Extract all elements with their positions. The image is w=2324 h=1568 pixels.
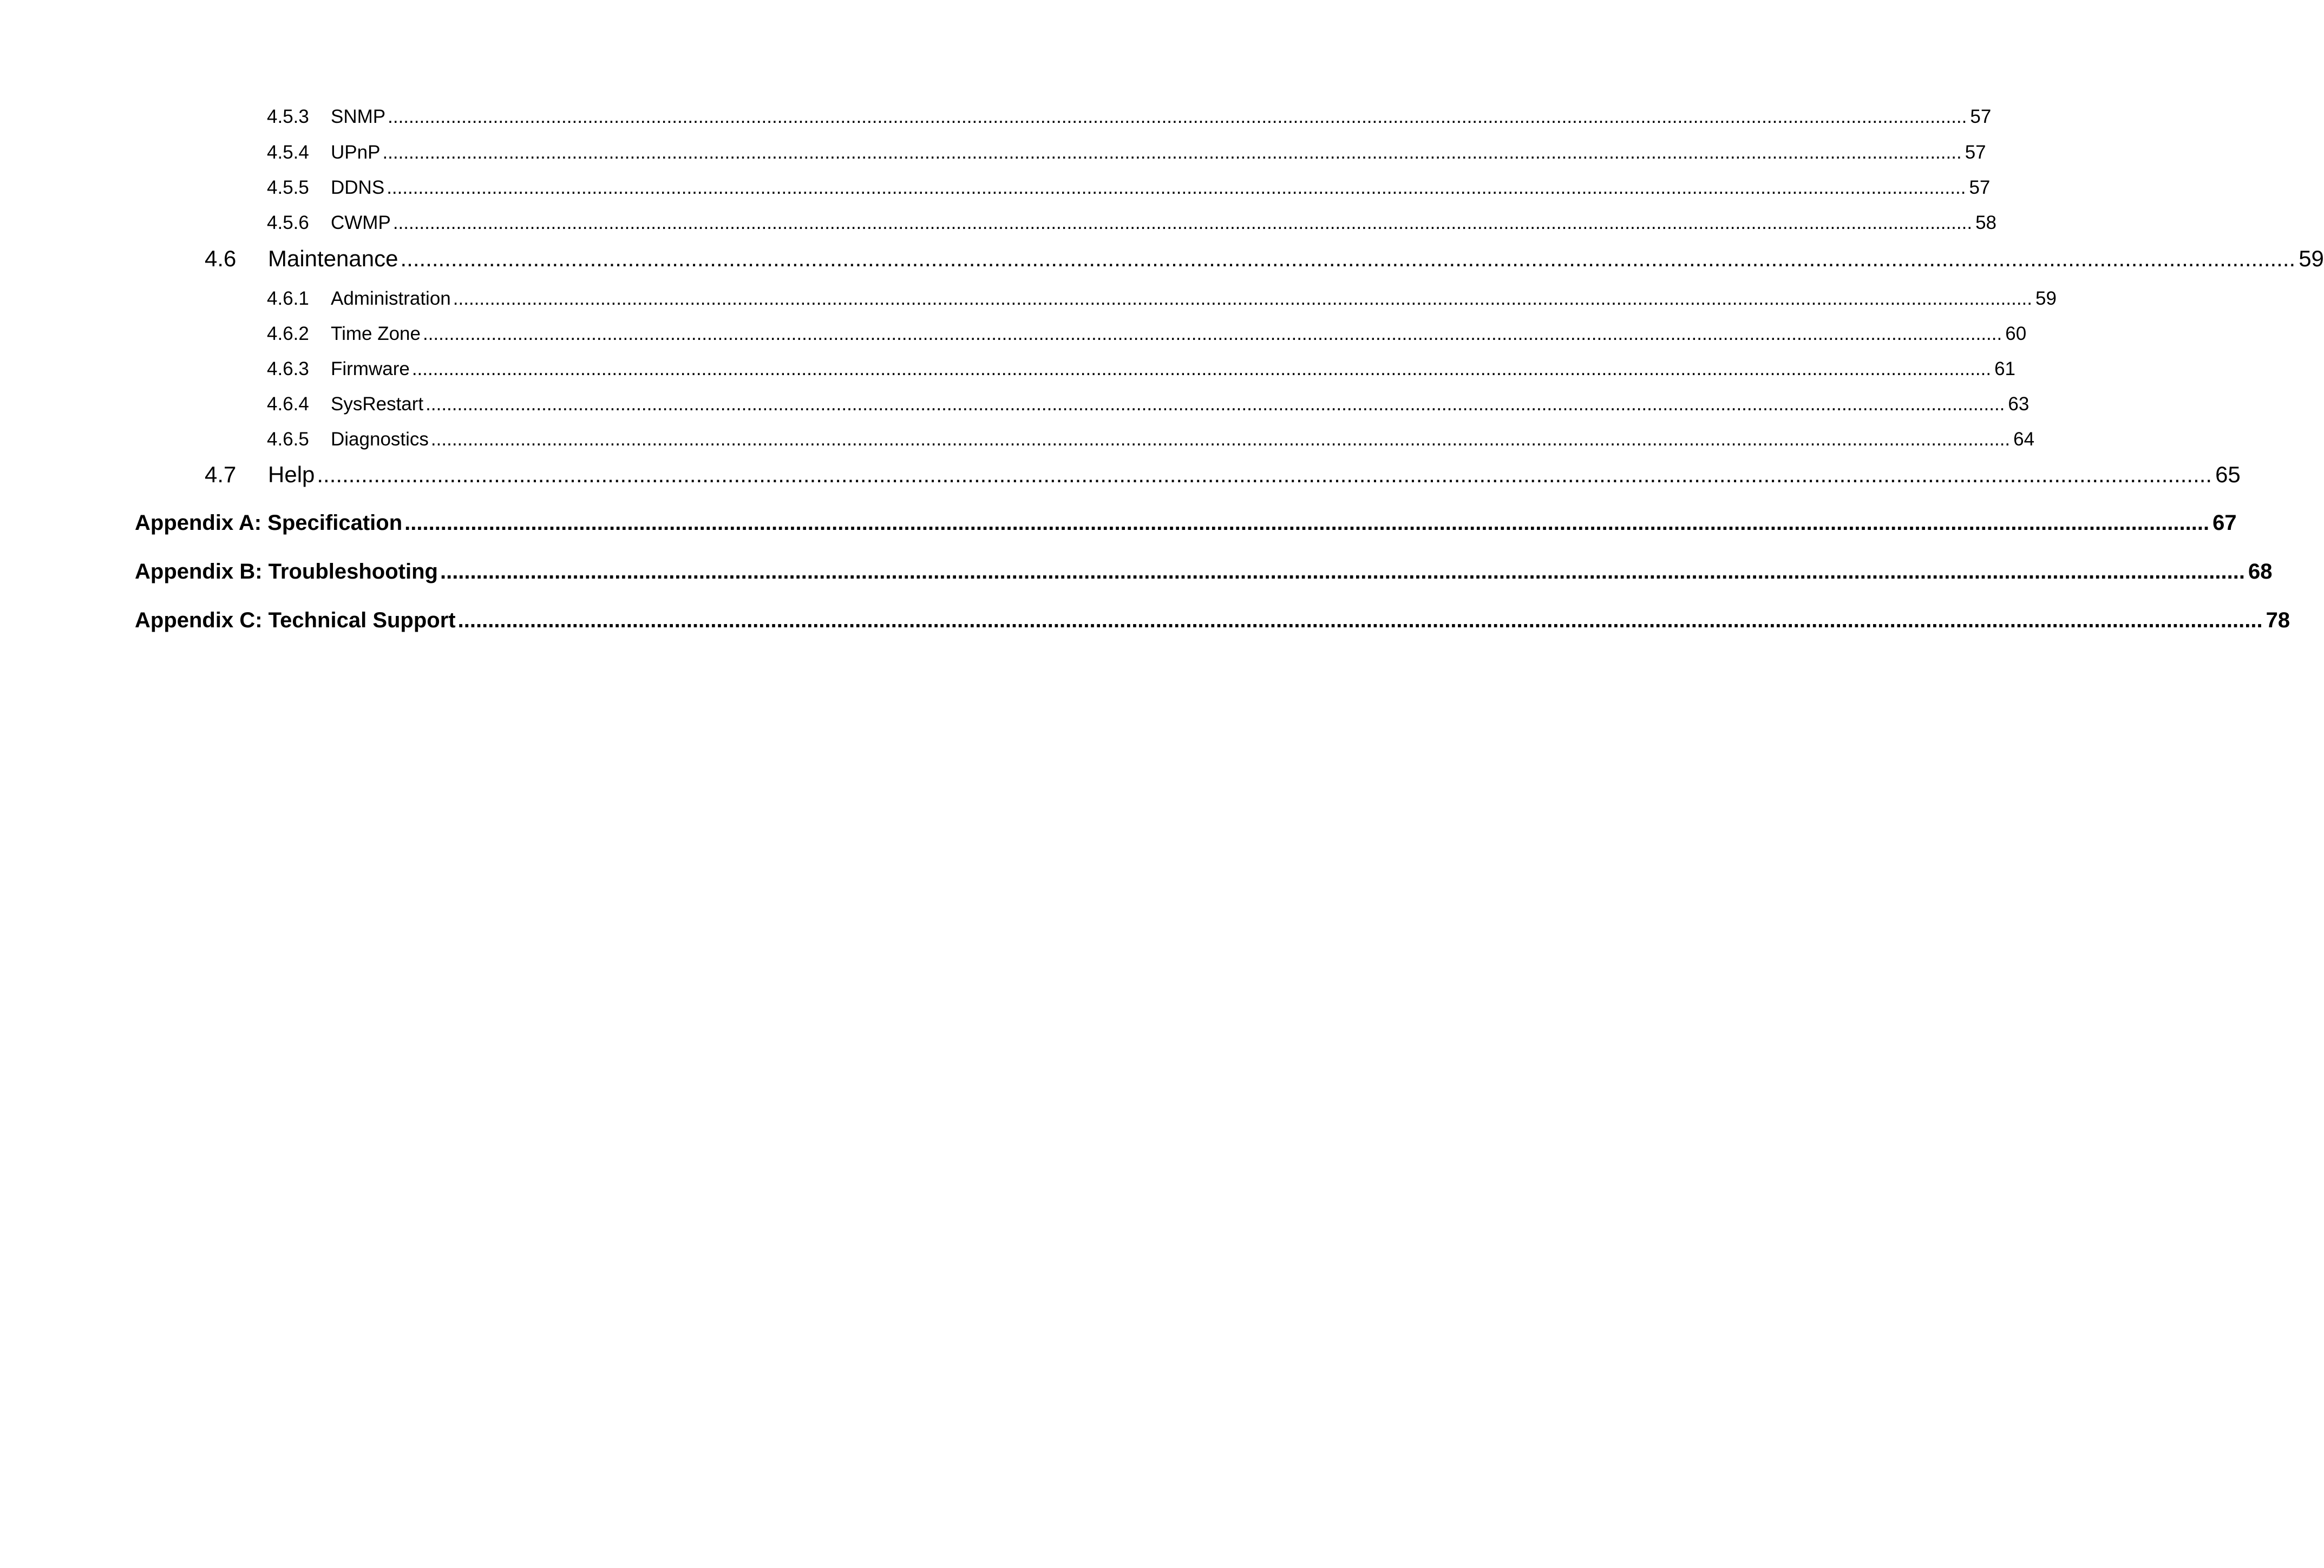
toc-entry-number: 4.5.3 xyxy=(267,106,309,127)
dot-leader: ............................................................................................................................................................................................................................................................................................................ xyxy=(422,323,2002,344)
toc-entry-page: 59 xyxy=(2299,246,2324,271)
toc-entry-ddns[interactable] xyxy=(267,177,1991,202)
dot-leader: ............................................................................................................................................................................................................................................................................................................ xyxy=(440,560,2245,583)
toc-entry-title: Appendix A: Specification xyxy=(135,511,403,535)
toc-entry-appendix-c[interactable] xyxy=(135,608,2290,638)
toc-entry-page: 64 xyxy=(2013,429,2035,450)
toc-entry-number: 4.6.1 xyxy=(267,288,309,309)
toc-entry-sysrestart[interactable] xyxy=(267,393,2030,418)
toc-entry-maintenance[interactable] xyxy=(205,246,2324,275)
toc-entry-title: UPnP xyxy=(331,142,381,163)
toc-entry-title: Maintenance xyxy=(268,246,398,271)
dot-leader: ............................................................................................................................................................................................................................................................................................................ xyxy=(400,246,2296,271)
dot-leader: ............................................................................................................................................................................................................................................................................................................ xyxy=(382,142,1962,163)
toc-entry-page: 61 xyxy=(1994,358,2016,379)
toc-entry-appendix-a[interactable] xyxy=(135,511,2237,540)
toc-entry-page: 78 xyxy=(2266,608,2290,632)
toc-entry-page: 65 xyxy=(2215,462,2241,487)
toc-entry-number: 4.6.3 xyxy=(267,358,309,379)
toc-entry-help[interactable] xyxy=(205,462,2241,491)
toc-entry-title: Time Zone xyxy=(331,323,421,344)
toc-entry-time-zone[interactable] xyxy=(267,323,2027,348)
toc-entry-page: 63 xyxy=(2008,393,2030,415)
toc-entry-page: 59 xyxy=(2035,288,2057,309)
dot-leader: ............................................................................................................................................................................................................................................................................................................ xyxy=(392,212,1973,233)
toc-entry-number: 4.7 xyxy=(205,462,237,487)
dot-leader: ............................................................................................................................................................................................................................................................................................................ xyxy=(430,429,2011,450)
toc-entry-page: 58 xyxy=(1975,212,1996,233)
dot-leader: ............................................................................................................................................................................................................................................................................................................ xyxy=(453,288,2033,309)
toc-entry-appendix-b[interactable] xyxy=(135,560,2273,589)
toc-entry-page: 67 xyxy=(2212,511,2237,535)
dot-leader: ............................................................................................................................................................................................................................................................................................................ xyxy=(388,106,1967,127)
toc-entry-page: 60 xyxy=(2005,323,2027,344)
dot-leader: ............................................................................................................................................................................................................................................................................................................ xyxy=(411,358,1992,379)
toc-entry-title: Firmware xyxy=(331,358,410,379)
toc-entry-title: Diagnostics xyxy=(331,429,429,450)
dot-leader: ............................................................................................................................................................................................................................................................................................................ xyxy=(317,462,2212,487)
toc-entry-number: 4.5.5 xyxy=(267,177,309,198)
toc-entry-number: 4.6 xyxy=(205,246,237,271)
toc-entry-title: DDNS xyxy=(331,177,385,198)
toc-entry-number: 4.6.5 xyxy=(267,429,309,450)
dot-leader: ............................................................................................................................................................................................................................................................................................................ xyxy=(457,608,2263,632)
dot-leader: ............................................................................................................................................................................................................................................................................................................ xyxy=(404,511,2210,535)
toc-entry-administration[interactable] xyxy=(267,288,2057,313)
toc-entry-title: Appendix C: Technical Support xyxy=(135,608,456,632)
toc-entry-title: SNMP xyxy=(331,106,386,127)
toc-entry-number: 4.5.4 xyxy=(267,142,309,163)
toc-entry-page: 57 xyxy=(1970,106,1992,127)
toc-entry-title: Help xyxy=(268,462,315,487)
dot-leader: ............................................................................................................................................................................................................................................................................................................ xyxy=(425,393,2005,415)
toc-entry-title: SysRestart xyxy=(331,393,424,415)
toc-entry-number: 4.6.2 xyxy=(267,323,309,344)
toc-entry-number: 4.6.4 xyxy=(267,393,309,415)
toc-entry-diagnostics[interactable] xyxy=(267,429,2035,454)
toc-entry-title: CWMP xyxy=(331,212,391,233)
toc-entry-upnp[interactable] xyxy=(267,142,1986,167)
toc-entry-page: 57 xyxy=(1965,142,1986,163)
toc-entry-page: 57 xyxy=(1969,177,1991,198)
toc-entry-cwmp[interactable] xyxy=(267,212,1996,237)
toc-entry-firmware[interactable] xyxy=(267,358,2016,383)
toc-entry-title: Administration xyxy=(331,288,451,309)
toc-entry-number: 4.5.6 xyxy=(267,212,309,233)
toc-entry-page: 68 xyxy=(2248,560,2273,583)
toc-entry-snmp[interactable] xyxy=(267,106,1992,131)
toc-entry-title: Appendix B: Troubleshooting xyxy=(135,560,438,583)
dot-leader: ............................................................................................................................................................................................................................................................................................................ xyxy=(387,177,1966,198)
